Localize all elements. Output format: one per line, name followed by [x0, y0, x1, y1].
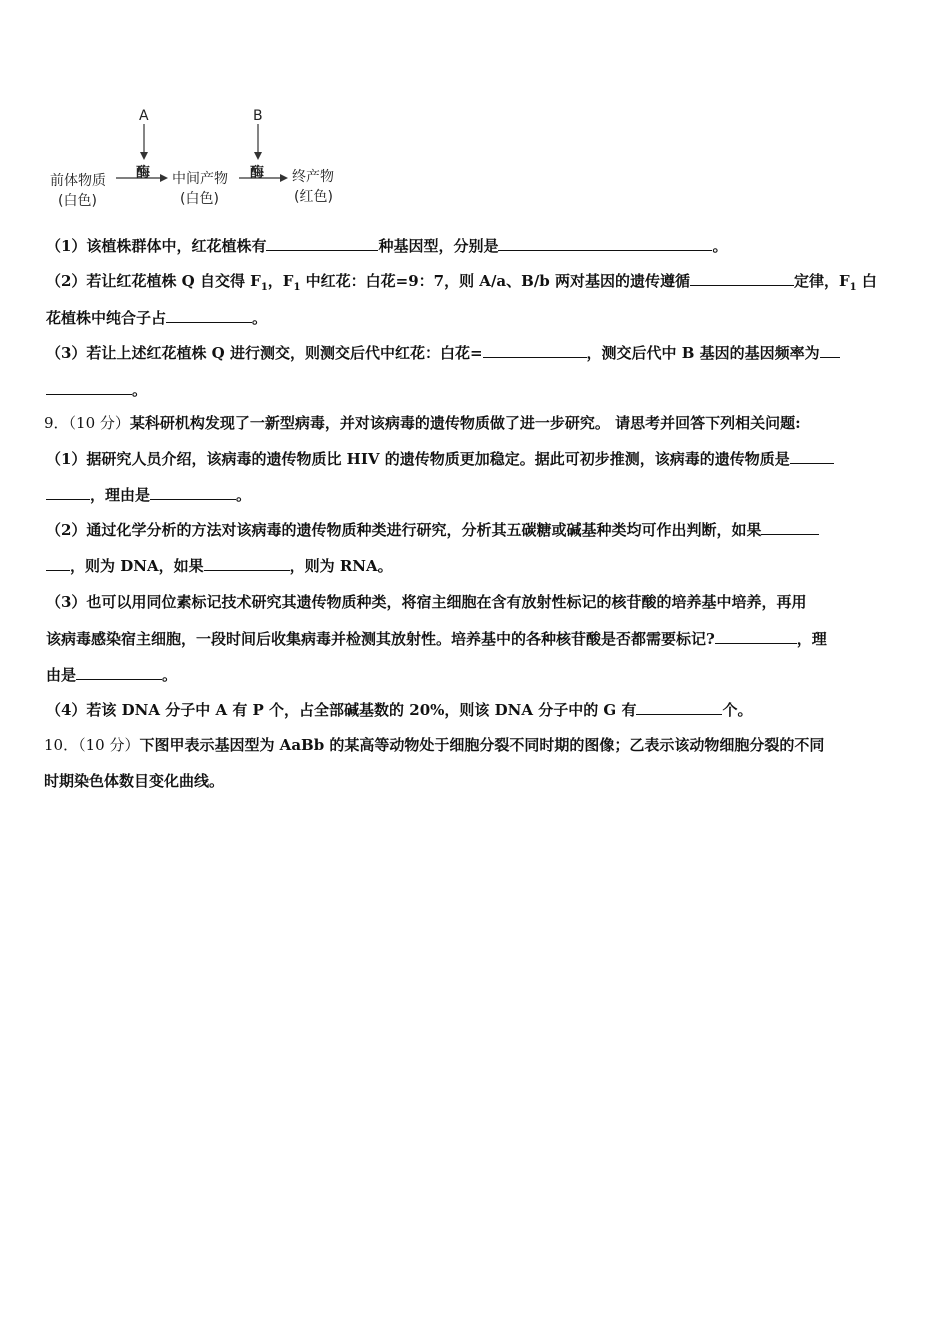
q8-part2-text: （2）若让红花植株 Q 自交得 F: [46, 272, 261, 290]
intermediate-color: (白色): [180, 191, 219, 207]
q9-part3-line2: [46, 629, 910, 649]
q8-part1-text: （1）该植株群体中，红花植株有: [46, 237, 267, 255]
q8-part2-text-5: 白: [856, 272, 877, 290]
answer-blank[interactable]: [166, 308, 252, 323]
q8-part2: [46, 271, 910, 298]
q9-heading-text: 某科研机构发现了一新型病毒，并对该病毒的遗传物质做了进一步研究。 请思考并回答下列相关问题:: [129, 414, 801, 432]
q9-part3-line3-text: 由是: [46, 666, 77, 684]
q8-part3-text-2: ，测交后代中 B 基因的基因频率为: [586, 344, 820, 362]
q9-part1: [46, 449, 910, 469]
q9-part1-text: （1）据研究人员介绍，该病毒的遗传物质比 HIV 的遗传物质更加稳定。据此可初步推测，该病毒的遗传物质是: [46, 450, 790, 468]
answer-blank[interactable]: [690, 271, 794, 286]
final-product-color: (红色): [294, 189, 333, 205]
arrow-a-head: [140, 152, 148, 160]
arrow-step1-head: [160, 174, 168, 182]
q8-part3-line2: [46, 380, 910, 400]
answer-blank[interactable]: [266, 236, 378, 251]
final-product-label: 终产物: [292, 169, 334, 185]
precursor-label: 前体物质: [50, 173, 106, 189]
q8-part1-text-2: 种基因型，分别是: [378, 237, 499, 255]
enzyme2-label: 酶: [250, 165, 264, 181]
pathway-diagram: [44, 104, 364, 214]
q8-part2-line2: [46, 308, 910, 328]
intermediate-label: 中间产物: [172, 171, 228, 187]
q10-line2-text: 时期染色体数目变化曲线。: [44, 772, 225, 790]
q9-part4-text: （4）若该 DNA 分子中 A 有 P 个，占全部碱基数的 20%，则该 DNA 分子中的 G 有: [46, 701, 637, 719]
q9-part1-line2-text: ，理由是: [90, 486, 151, 504]
q9-part2-line2-text: ，则为 DNA，如果: [70, 557, 204, 575]
answer-blank[interactable]: [636, 700, 722, 715]
q8-part2-text-2: ，F: [267, 272, 294, 290]
q9-number: 9．（10 分）: [44, 414, 130, 432]
q9-part2-line2: [46, 556, 910, 576]
answer-blank[interactable]: [76, 665, 162, 680]
q9-part3-line2-text: 该病毒感染宿主细胞，一段时间后收集病毒并检测其放射性。培养基中的各种核苷酸是否都需要标记?: [46, 630, 715, 648]
q9-part3: [46, 592, 910, 612]
q10-number: 10．（10 分）: [44, 736, 140, 754]
arrow-b-head: [254, 152, 262, 160]
q9-part4-end: 个。: [722, 701, 753, 719]
q9-part3-text: （3）也可以用同位素标记技术研究其遗传物质种类，将宿主细胞在含有放射性标记的核苷酸的培养基中培养，再用: [46, 593, 807, 611]
answer-blank[interactable]: [761, 520, 819, 535]
q8-part3-line2-end: 。: [132, 381, 148, 399]
answer-blank[interactable]: [46, 485, 90, 500]
precursor-color: (白色): [58, 193, 97, 209]
answer-blank[interactable]: [483, 343, 587, 358]
q8-part2-line2-text: 花植株中纯合子占: [46, 309, 167, 327]
answer-blank[interactable]: [498, 236, 712, 251]
q9-part2-text: （2）通过化学分析的方法对该病毒的遗传物质种类进行研究，分析其五碳糖或碱基种类均可作出判断，如果: [46, 521, 762, 539]
gene-b-label: B: [253, 108, 263, 124]
q10-heading: [44, 735, 910, 755]
answer-blank[interactable]: [204, 556, 290, 571]
answer-blank[interactable]: [46, 556, 70, 571]
answer-blank[interactable]: [150, 485, 236, 500]
arrow-step2-head: [280, 174, 288, 182]
q9-part4: [46, 700, 910, 720]
q8-part3-text: （3）若让上述红花植株 Q 进行测交，则测交后代中红花：白花=: [46, 344, 483, 362]
enzyme1-label: 酶: [136, 165, 150, 181]
q9-part1-line2: [46, 485, 910, 505]
q8-part2-text-4: 定律，F: [794, 272, 850, 290]
q9-part2: [46, 520, 910, 540]
q9-heading: [44, 413, 910, 433]
answer-blank[interactable]: [820, 343, 840, 358]
subscript: 1: [260, 282, 268, 293]
q9-part3-line3-end: 。: [162, 666, 178, 684]
q8-part1: [46, 236, 910, 256]
q8-part2-line2-end: 。: [252, 309, 268, 327]
q10-heading-text: 下图甲表示基因型为 AaBb 的某高等动物处于细胞分裂不同时期的图像；乙表示该动物细胞分裂的不同: [139, 736, 825, 754]
subscript: 1: [293, 282, 301, 293]
q9-part3-line2-end: ，理: [796, 630, 827, 648]
q8-part3: [46, 343, 910, 363]
answer-blank[interactable]: [46, 380, 132, 395]
q8-part1-end: 。: [712, 237, 728, 255]
q9-part2-line2-end: ，则为 RNA。: [289, 557, 393, 575]
q9-part3-line3: [46, 665, 910, 685]
q9-part1-line2-end: 。: [236, 486, 252, 504]
gene-a-label: A: [139, 108, 149, 124]
answer-blank[interactable]: [790, 449, 834, 464]
q8-part2-text-3: 中红花：白花=9：7，则 A/a、B/b 两对基因的遗传遵循: [300, 272, 691, 290]
q10-line2: [44, 771, 910, 791]
subscript: 1: [849, 282, 857, 293]
answer-blank[interactable]: [715, 629, 797, 644]
